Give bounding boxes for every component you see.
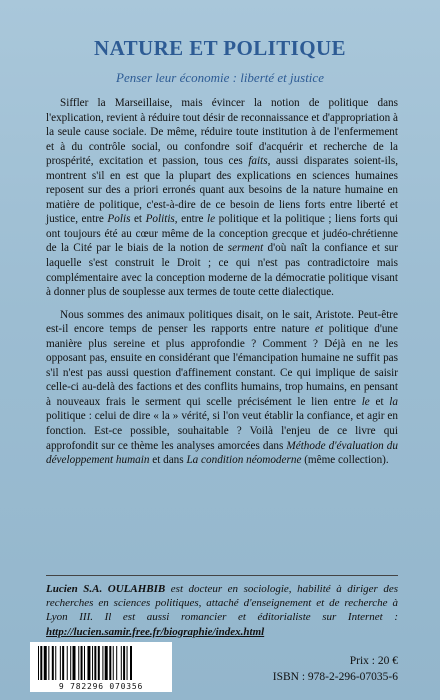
italic-run: Méthode d'évaluation du développement humain [46,439,398,467]
barcode-bar [87,646,90,680]
book-subtitle: Penser leur économie : liberté et justice [116,70,324,85]
italic-run: Polis [107,213,131,226]
barcode-bar [113,646,114,680]
price-label: Prix : 20 € [349,655,398,667]
barcode-bar [116,646,117,680]
barcode-bar [78,646,79,680]
text-run: politique d'une manière plus sereine et plus approfondie ? Comment ? Déjà en ne les opposant pas, ensuite en considérant que l'émancipation humaine ne suffit pas s'il n'est pas aussi question d'affinement constant. Ce qui implique de saisir celle-ci au-delà des factions et des conflits humains, trop humains, en pensant à nouveaux frais le serment qui scelle précisément le lien entre [46,323,398,408]
barcode-bar [40,646,42,680]
text-run: d'où naît la confiance et sur laquelle s'est construit le Droit ; ce qui n'est pas contradictoire mais complémentaire avec la conception moderne de la démocratie politique visant à donner plus de souplesse aux termes de toute cette dialectique. [46,242,398,299]
isbn-barcode [30,642,172,692]
barcode-bar [44,646,47,680]
barcode-bar [73,646,76,680]
text-run: politique : celui de dire « la » vérité, si l'on veut établir la confiance, et agir en fonction. Est-ce possible, souhaitable ? Voilà l'enjeu de ce livre qui approfondit sur ce thème les analyses amorcées dans [46,410,398,452]
barcode-bar [105,646,108,680]
italic-run: la [389,395,398,408]
barcode-bar [62,646,64,680]
author-bio [46,582,398,639]
barcode-bar [102,646,103,680]
barcode-bar [52,646,54,680]
barcode-bar [67,646,68,680]
barcode-bar [123,646,125,680]
text-run: Siffler la Marseillaise, mais évincer la notion de politique dans l'explication, revient à réduire tout désir de reconnaissance et d'appropriation à la seule cause sociale. De même, réduire toute institution à de l'enfermement et à du contrôle social, ou confondre soif d'acquérir et recherche de la prospérité, excitation et passion, tous ces [46,97,398,168]
barcode-bar [55,646,56,680]
book-title: NATURE ET POLITIQUE [94,36,346,60]
barcode-bar [92,646,93,680]
italic-run: serment [227,242,264,255]
barcode-bar [98,646,100,680]
italic-run: La condition néomoderne [186,454,302,467]
text-run: et [369,395,390,408]
barcode-bar [121,646,122,680]
author-name: Lucien S.A. OULAHBIB [46,583,166,595]
separator-rule [46,575,398,576]
author-website-link[interactable]: http://lucien.samir.free.fr/biographie/index.html [46,625,265,638]
barcode-bar [38,646,39,680]
text-run: politique et la politique ; liens forts qui ont toujours été au cœur même de la conception grecque et judéo-chrétienne de la Cité par le biais de la notion de [46,213,399,255]
barcode-bar [127,646,128,680]
blurb-paragraph-2 [46,308,398,468]
text-run: Nous sommes des animaux politiques disait, on le sait, Aristote. Peut-être est-il encore temps de penser les rapports entre nature [46,308,398,336]
barcode-bar [84,646,85,680]
barcode-bar [109,646,111,680]
blurb-text [46,96,398,468]
text-run: , entre [174,213,207,226]
barcode-bar [94,646,96,680]
barcode-bar [48,646,49,680]
text-run: et dans [149,454,187,467]
text-run: , aussi disparates soient-ils, montrent s'il en est que la plupart des explications en sciences humaines reposent sur des a priori erronés quant aux besoins de la nature humaine en matière de politique, c'est-à-dire de ce besoin de liens forts entre liberté et justice, entre [46,155,398,226]
author-bio-text: est docteur en sociologie, habilité à diriger des recherches en sciences politiques, attaché d'enseignement et de recherche à Lyon III. Il est aussi romancier et éditorialiste sur Internet : [46,583,398,624]
italic-run: et [315,323,324,336]
text-run: et [130,213,146,226]
isbn-label: ISBN : 978-2-296-07035-6 [272,671,398,683]
barcode-bar [81,646,83,680]
italic-run: le [361,395,370,408]
blurb-paragraph-1 [46,96,398,300]
barcode-bars [36,646,166,680]
barcode-digits: 9 782296 070356 [58,682,144,691]
barcode-bar [70,646,71,680]
italic-run: le [207,213,216,226]
italic-run: faits [248,155,268,168]
barcode-bar [60,646,61,680]
italic-run: Politis [145,213,175,226]
text-run: (même collection). [301,454,389,467]
barcode-bar [130,646,132,680]
